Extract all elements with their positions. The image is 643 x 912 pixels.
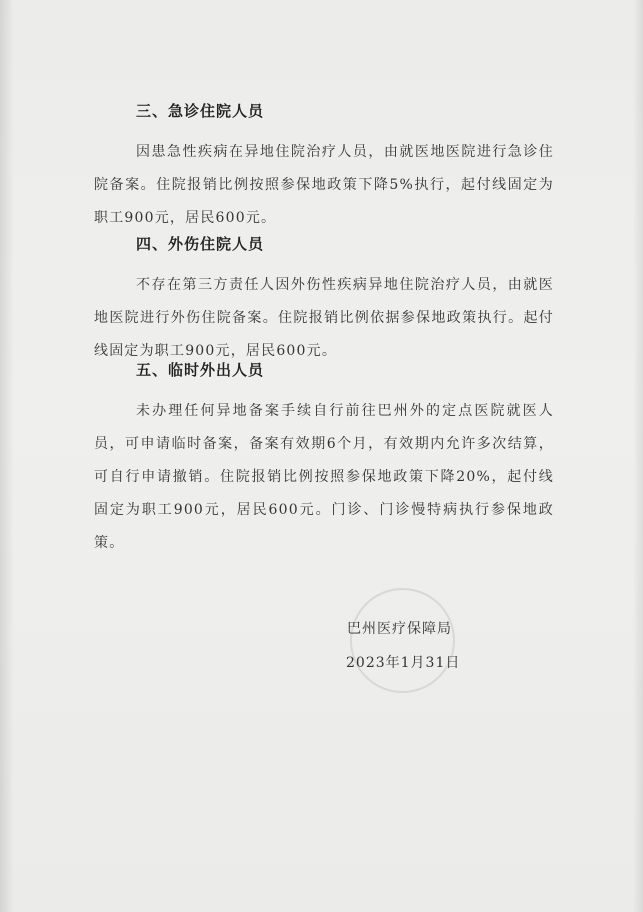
section-heading: 三、急诊住院人员 xyxy=(136,102,265,120)
section-paragraph: 因患急性疾病在异地住院治疗人员，由就医地医院进行急诊住院备案。住院报销比例按照参保地政策下降5%执行，起付线固定为职工900元，居民600元。 xyxy=(94,144,554,226)
section-paragraph: 未办理任何异地备案手续自行前往巴州外的定点医院就医人员，可申请临时备案，备案有效期6个月，有效期内允许多次结算，可自行申请撤销。住院报销比例按照参保地政策下降20%，起付线固定为职工900元，居民600元。门诊、门诊慢特病执行参保地政策。 xyxy=(94,403,554,551)
section-paragraph: 不存在第三方责任人因外伤性疾病异地住院治疗人员，由就医地医院进行外伤住院备案。住院报销比例依据参保地政策执行。起付线固定为职工900元，居民600元。 xyxy=(94,277,554,359)
page-edge-shadow-right xyxy=(633,0,643,912)
page-edge-shadow-left xyxy=(0,0,14,912)
section-emergency-hospitalization xyxy=(94,100,554,235)
section-heading: 五、临时外出人员 xyxy=(136,361,265,379)
issue-date: 2023年1月31日 xyxy=(346,655,461,671)
section-heading: 四、外伤住院人员 xyxy=(136,235,265,253)
faded-official-seal xyxy=(350,588,455,693)
section-trauma-hospitalization xyxy=(94,233,554,368)
issuer-signature: 巴州医疗保障局 xyxy=(347,621,452,637)
section-temporary-travelers xyxy=(94,359,554,560)
